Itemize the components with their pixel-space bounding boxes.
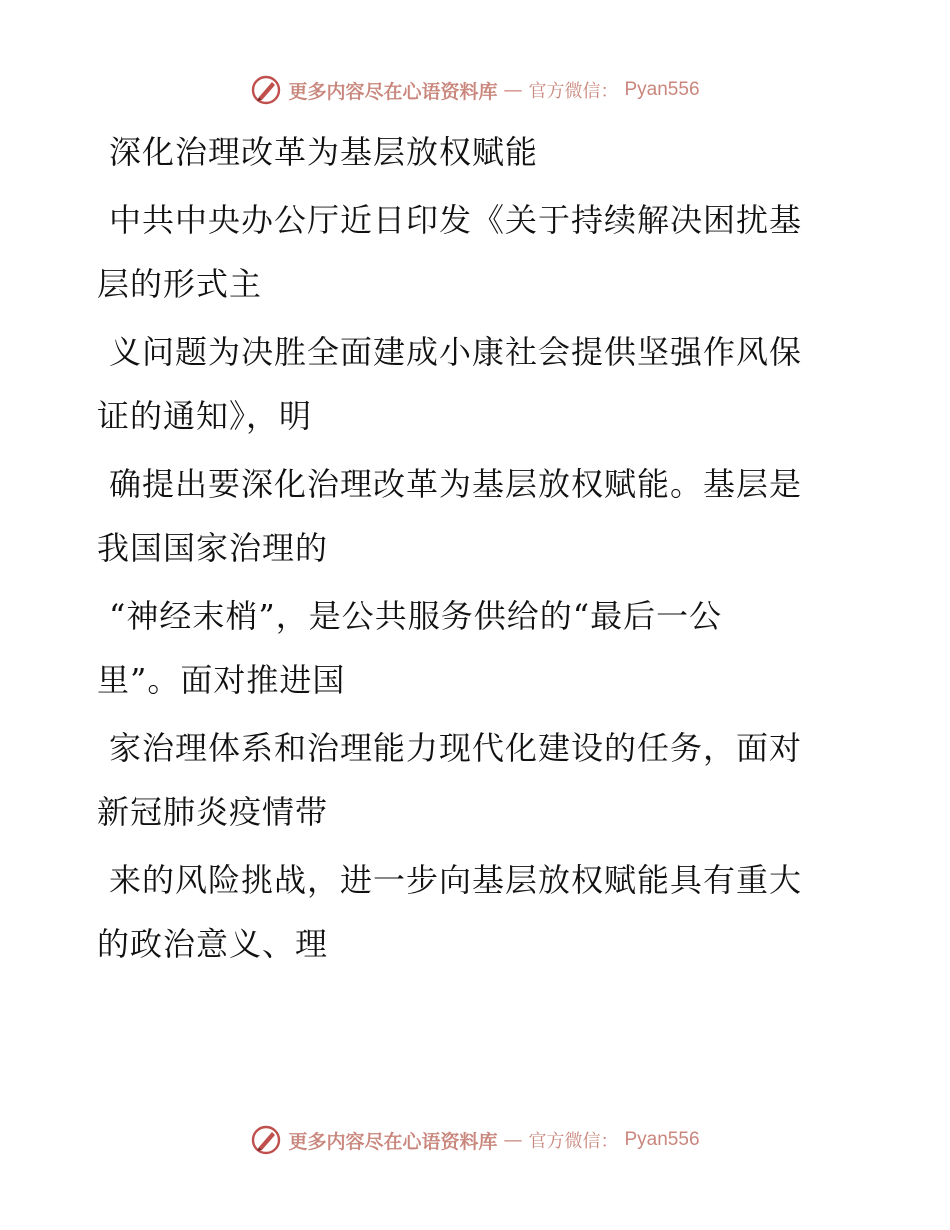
- paragraph-line-5: 确提出要深化治理改革为基层放权赋能。基层是: [109, 465, 803, 503]
- paragraph-line-6: 我国国家治理的: [97, 529, 329, 567]
- header-wechat-id: Pyan556: [624, 79, 700, 100]
- paragraph-line-12: 的政治意义、理: [97, 925, 329, 963]
- paragraph-line-9: 家治理体系和治理能力现代化建设的任务，面对: [109, 729, 803, 767]
- header-watermark-banner: [0, 68, 950, 112]
- document-title: 深化治理改革为基层放权赋能: [109, 133, 539, 171]
- footer-dash: —: [503, 1129, 523, 1151]
- paragraph-line-4: 证的通知》，明: [97, 397, 313, 435]
- footer-brand-text: 更多内容尽在心语资料库: [288, 1130, 498, 1153]
- paragraph-line-7: “神经末梢”，是公共服务供给的“最后一公: [109, 597, 723, 635]
- pen-logo-icon: [250, 74, 282, 106]
- paragraph-line-3: 义问题为决胜全面建成小康社会提供坚强作风保: [109, 333, 803, 371]
- footer-watermark-banner: [0, 1118, 950, 1162]
- footer-wechat-id: Pyan556: [624, 1129, 700, 1150]
- paragraph-line-2: 层的形式主: [97, 265, 263, 303]
- paragraph-line-11: 来的风险挑战，进一步向基层放权赋能具有重大: [109, 861, 803, 899]
- paragraph-line-10: 新冠肺炎疫情带: [97, 793, 329, 831]
- paragraph-line-1: 中共中央办公厅近日印发《关于持续解决困扰基: [109, 201, 803, 239]
- header-dash: —: [503, 79, 523, 101]
- pen-logo-icon: [250, 1124, 282, 1156]
- header-wechat-label: 官方微信：: [528, 81, 619, 102]
- paragraph-line-8: 里”。面对推进国: [97, 661, 346, 699]
- header-brand-text: 更多内容尽在心语资料库: [288, 80, 498, 103]
- document-body: [97, 120, 837, 976]
- footer-wechat-label: 官方微信：: [528, 1131, 619, 1152]
